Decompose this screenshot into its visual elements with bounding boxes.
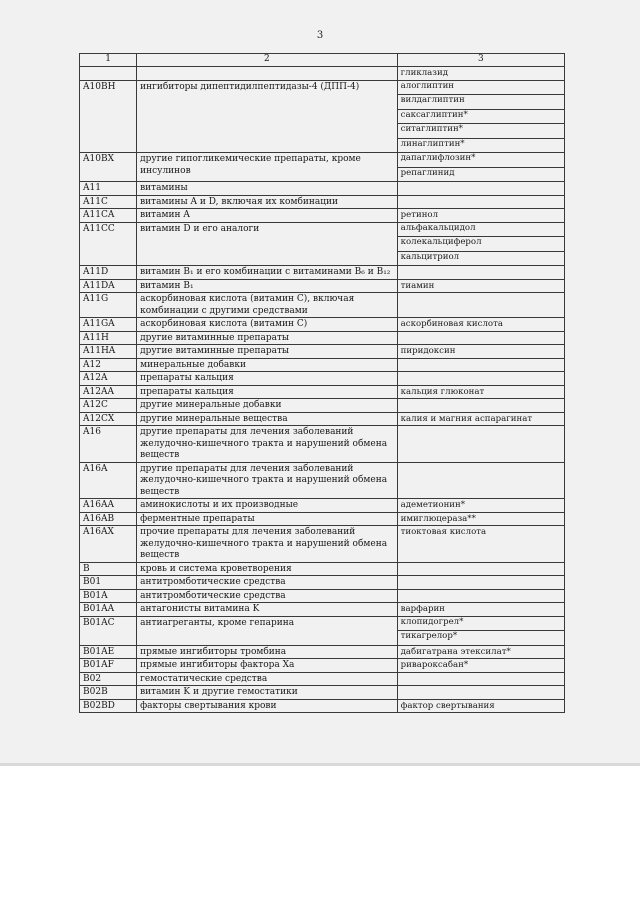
drug-name: тикагрелор* [400, 631, 458, 641]
drug-list-cell [397, 603, 564, 617]
drug-list-cell [397, 399, 564, 413]
table-row [80, 603, 565, 617]
drug-name: саксаглиптин* [398, 110, 564, 125]
drug-list-cell [397, 318, 564, 332]
drug-name: пиридоксин [400, 346, 456, 356]
atc-code-cell: A11DA [80, 279, 137, 293]
atc-code-cell: B [80, 562, 137, 576]
atc-code-cell [80, 67, 137, 81]
group-name-cell: другие минеральные добавки [137, 399, 398, 413]
atc-code-cell: B02B [80, 686, 137, 700]
atc-code-cell: A16 [80, 426, 137, 463]
drug-list-cell [397, 222, 564, 266]
table-row [80, 645, 565, 659]
group-name-cell: кровь и система кроветворения [137, 562, 398, 576]
group-name-cell: ингибиторы дипептидилпептидазы-4 (ДПП-4) [137, 80, 398, 153]
group-name-cell: витамин K и другие гемостатики [137, 686, 398, 700]
table-row [80, 318, 565, 332]
group-name-cell: витамины [137, 182, 398, 196]
drug-name: колекальциферол [398, 237, 564, 252]
group-name-cell: гемостатические средства [137, 672, 398, 686]
atc-code-cell: A12CX [80, 412, 137, 426]
table-row [80, 153, 565, 182]
drug-name: линаглиптин* [400, 138, 465, 149]
atc-code-cell: A11GA [80, 318, 137, 332]
table-row [80, 80, 565, 153]
group-name-cell: прямые ингибиторы тромбина [137, 645, 398, 659]
atc-code-cell: A12 [80, 358, 137, 372]
table-row [80, 526, 565, 563]
column-header-3: 3 [397, 54, 564, 67]
group-name-cell: витамин B₁ и его комбинации с витаминами B₆ и B₁₂ [137, 266, 398, 280]
table-row [80, 182, 565, 196]
table-row [80, 659, 565, 673]
atc-code-cell: A11CC [80, 222, 137, 266]
drug-list-cell [397, 699, 564, 713]
group-name-cell: витамин D и его аналоги [137, 222, 398, 266]
table-row [80, 195, 565, 209]
group-name-cell: антитромботические средства [137, 576, 398, 590]
drug-list-cell [397, 659, 564, 673]
atc-code-cell: A16A [80, 462, 137, 499]
group-name-cell: антиагреганты, кроме гепарина [137, 616, 398, 645]
drug-list-cell [397, 576, 564, 590]
group-name-cell: аскорбиновая кислота (витамин C) [137, 318, 398, 332]
drug-name: варфарин [400, 604, 445, 614]
group-name-cell: другие витаминные препараты [137, 345, 398, 359]
drug-list-cell [397, 462, 564, 499]
table-row [80, 499, 565, 513]
drug-name: альфакальцидол [398, 223, 564, 238]
group-name-cell: антагонисты витамина K [137, 603, 398, 617]
table-row [80, 331, 565, 345]
group-name-cell: препараты кальция [137, 385, 398, 399]
atc-code-cell: B01A [80, 589, 137, 603]
drug-list-cell [397, 195, 564, 209]
table-row [80, 426, 565, 463]
table-row [80, 562, 565, 576]
atc-code-cell: A16AA [80, 499, 137, 513]
atc-code-cell: A16AB [80, 512, 137, 526]
page-number: 3 [316, 30, 324, 41]
drug-name: ситаглиптин* [398, 124, 564, 139]
group-name-cell: другие препараты для лечения заболеваний желудочно-кишечного тракта и нарушений обмена веществ [137, 462, 398, 499]
group-name-cell: препараты кальция [137, 372, 398, 386]
atc-code-cell: A10BX [80, 153, 137, 182]
drug-list-cell [397, 331, 564, 345]
atc-code-cell: B02BD [80, 699, 137, 713]
drug-list-cell [397, 293, 564, 318]
drug-name: ретинол [400, 210, 439, 220]
drug-name: дабигатрана этексилат* [400, 646, 511, 657]
table-row [80, 399, 565, 413]
atc-code-cell: A11HA [80, 345, 137, 359]
atc-code-cell: B01AC [80, 616, 137, 645]
drug-name: репаглинид [400, 167, 455, 178]
table-row [80, 699, 565, 713]
table-row [80, 372, 565, 386]
drug-list-cell [397, 589, 564, 603]
atc-code-cell: B02 [80, 672, 137, 686]
group-name-cell: другие препараты для лечения заболеваний желудочно-кишечного тракта и нарушений обмена веществ [137, 426, 398, 463]
drug-name: клопидогрел* [398, 617, 564, 632]
table-row [80, 576, 565, 590]
table-row [80, 412, 565, 426]
atc-code-cell: A11 [80, 182, 137, 196]
drug-list-cell [397, 385, 564, 399]
drug-list-cell [397, 686, 564, 700]
table-row [80, 358, 565, 372]
atc-code-cell: B01AF [80, 659, 137, 673]
table-row [80, 686, 565, 700]
group-name-cell: витамин A [137, 209, 398, 223]
drug-list-cell [397, 672, 564, 686]
drug-list-cell [397, 645, 564, 659]
drug-name: тиамин [400, 280, 435, 291]
table-row [80, 266, 565, 280]
drug-name: алоглиптин [398, 81, 564, 96]
group-name-cell: аминокислоты и их производные [137, 499, 398, 513]
group-name-cell: минеральные добавки [137, 358, 398, 372]
drug-list-cell [397, 80, 564, 153]
drug-list-cell [397, 182, 564, 196]
table-row [80, 209, 565, 223]
drug-list-cell [397, 209, 564, 223]
drug-name: тиоктовая кислота [400, 527, 487, 537]
drug-name: адеметионин* [400, 500, 466, 510]
scan-edge [0, 763, 640, 766]
column-header-1: 1 [80, 54, 137, 67]
drug-classification-table [79, 53, 565, 713]
table-row [80, 616, 565, 645]
atc-code-cell: A16AX [80, 526, 137, 563]
group-name-cell: факторы свертывания крови [137, 699, 398, 713]
atc-code-cell: A11H [80, 331, 137, 345]
atc-code-cell: A12C [80, 399, 137, 413]
atc-code-cell: A11D [80, 266, 137, 280]
group-name-cell: другие витаминные препараты [137, 331, 398, 345]
drug-list-cell [397, 279, 564, 293]
table-row [80, 222, 565, 266]
atc-code-cell: A12AA [80, 385, 137, 399]
drug-list-cell [397, 412, 564, 426]
table-header-row [80, 54, 565, 67]
drug-name: дапаглифлозин* [398, 153, 564, 168]
table-row [80, 462, 565, 499]
drug-list-cell [397, 512, 564, 526]
drug-list-cell [397, 153, 564, 182]
atc-code-cell: B01 [80, 576, 137, 590]
drug-list-cell [397, 67, 564, 81]
drug-list-cell [397, 358, 564, 372]
group-name-cell: прямые ингибиторы фактора Xa [137, 659, 398, 673]
drug-name: фактор свертывания [400, 700, 495, 711]
drug-name: аскорбиновая кислота [400, 319, 503, 329]
drug-list-cell [397, 266, 564, 280]
column-header-2: 2 [137, 54, 398, 67]
group-name-cell: витамин B₁ [137, 279, 398, 293]
group-name-cell: другие минеральные вещества [137, 412, 398, 426]
drug-name: вилдаглиптин [398, 95, 564, 110]
drug-list-cell [397, 526, 564, 563]
drug-list-cell [397, 616, 564, 645]
table-row [80, 385, 565, 399]
drug-list-cell [397, 499, 564, 513]
table-row [80, 672, 565, 686]
drug-name: имиглюцераза** [400, 513, 476, 524]
table-row [80, 293, 565, 318]
group-name-cell: витамины A и D, включая их комбинации [137, 195, 398, 209]
atc-code-cell: B01AE [80, 645, 137, 659]
drug-list-cell [397, 562, 564, 576]
drug-name: гликлазид [400, 68, 448, 78]
table-row [80, 512, 565, 526]
atc-code-cell: A10BH [80, 80, 137, 153]
drug-list-cell [397, 426, 564, 463]
group-name-cell: прочие препараты для лечения заболеваний желудочно-кишечного тракта и нарушений обмена веществ [137, 526, 398, 563]
group-name-cell [137, 67, 398, 81]
table-row [80, 67, 565, 81]
atc-code-cell: B01AA [80, 603, 137, 617]
table-row [80, 279, 565, 293]
drug-name: ривароксабан* [400, 660, 469, 670]
drug-name: кальцитриол [400, 251, 460, 262]
group-name-cell: ферментные препараты [137, 512, 398, 526]
group-name-cell: антитромботические средства [137, 589, 398, 603]
table-body [80, 67, 565, 713]
drug-list-cell [397, 345, 564, 359]
atc-code-cell: A11G [80, 293, 137, 318]
atc-code-cell: A11C [80, 195, 137, 209]
table-row [80, 345, 565, 359]
group-name-cell: другие гипогликемические препараты, кроме инсулинов [137, 153, 398, 182]
atc-code-cell: A12A [80, 372, 137, 386]
table-row [80, 589, 565, 603]
group-name-cell: аскорбиновая кислота (витамин C), включая комбинации с другими средствами [137, 293, 398, 318]
atc-code-cell: A11CA [80, 209, 137, 223]
drug-list-cell [397, 372, 564, 386]
drug-name: калия и магния аспарагинат [400, 413, 533, 424]
drug-name: кальция глюконат [400, 386, 485, 397]
